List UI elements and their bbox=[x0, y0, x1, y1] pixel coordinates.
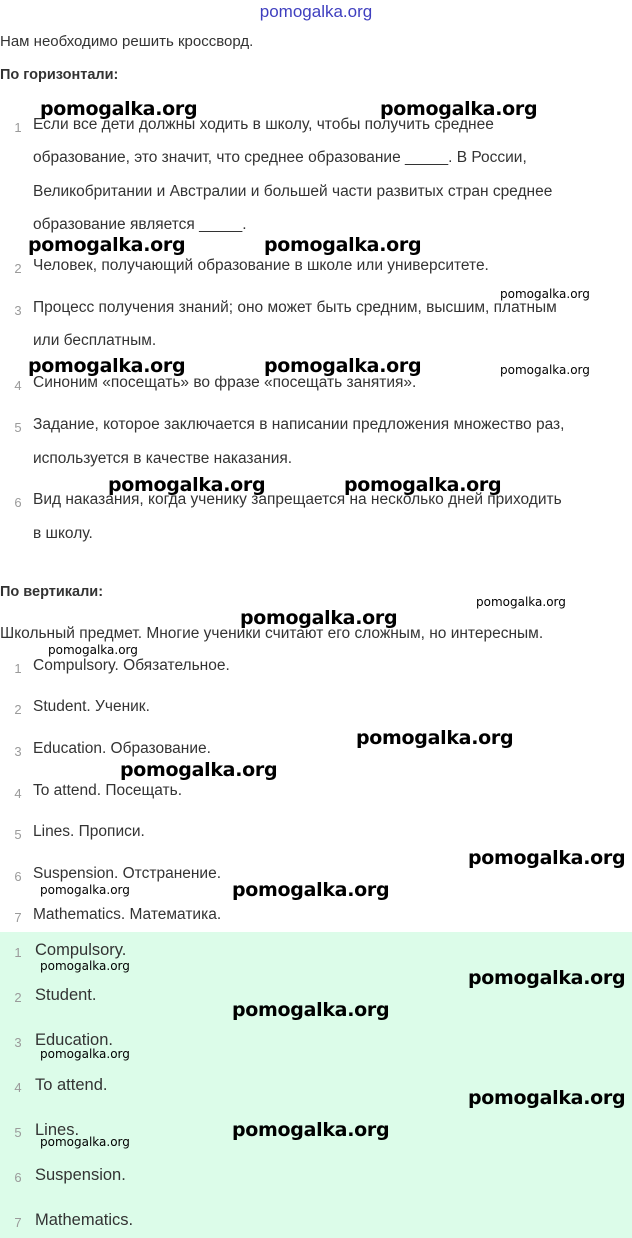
answer-text: Student. bbox=[35, 986, 97, 1004]
clue-line: в школу. bbox=[33, 525, 93, 542]
intro-text: Нам необходимо решить кроссворд. bbox=[0, 33, 254, 50]
watermark: pomogalka.org bbox=[28, 234, 186, 256]
answer-text: To attend. bbox=[35, 1076, 108, 1094]
watermark: pomogalka.org bbox=[468, 967, 626, 989]
answer-number: 3 bbox=[14, 1035, 22, 1050]
item-number: 6 bbox=[14, 869, 22, 884]
answer-number: 6 bbox=[14, 1170, 22, 1185]
answer-text: Compulsory. bbox=[35, 941, 127, 959]
clue-line: образование является _____. bbox=[33, 216, 247, 233]
watermark: pomogalka.org bbox=[476, 595, 566, 609]
item-number: 1 bbox=[14, 661, 22, 676]
clue-line: используется в качестве наказания. bbox=[33, 450, 293, 467]
down-heading: По вертикали: bbox=[0, 584, 104, 600]
watermark: pomogalka.org bbox=[264, 355, 422, 377]
clue-line: Великобритании и Австралии и большей части развитых стран среднее bbox=[33, 183, 553, 200]
watermark: pomogalka.org bbox=[380, 98, 538, 120]
watermark: pomogalka.org bbox=[232, 1119, 390, 1141]
clue-number: 3 bbox=[14, 303, 22, 318]
item-text: Suspension. Отстранение. bbox=[33, 865, 222, 882]
item-number: 5 bbox=[14, 827, 22, 842]
clue-line: или бесплатным. bbox=[33, 332, 157, 349]
watermark: pomogalka.org bbox=[108, 474, 266, 496]
clue-line: Процесс получения знаний; оно может быть средним, высшим, платным bbox=[33, 299, 557, 316]
item-number: 2 bbox=[14, 702, 22, 717]
watermark: pomogalka.org bbox=[40, 98, 198, 120]
clue-number: 5 bbox=[14, 420, 22, 435]
watermark: pomogalka.org bbox=[40, 1047, 130, 1061]
down-clue: Школьный предмет. Многие ученики считают его сложным, но интересным. bbox=[0, 625, 544, 642]
watermark: pomogalka.org bbox=[40, 1135, 130, 1149]
clue-number: 2 bbox=[14, 261, 22, 276]
item-text: Mathematics. Математика. bbox=[33, 906, 222, 923]
answer-number: 2 bbox=[14, 990, 22, 1005]
answer-number: 1 bbox=[14, 945, 22, 960]
item-number: 4 bbox=[14, 786, 22, 801]
clue-number: 1 bbox=[14, 120, 22, 135]
answer-number: 5 bbox=[14, 1125, 22, 1140]
answer-text: Suspension. bbox=[35, 1166, 126, 1184]
item-number: 3 bbox=[14, 744, 22, 759]
watermark: pomogalka.org bbox=[264, 234, 422, 256]
item-text: Education. Образование. bbox=[33, 740, 211, 757]
watermark: pomogalka.org bbox=[48, 643, 138, 657]
clue-number: 6 bbox=[14, 495, 22, 510]
watermark: pomogalka.org bbox=[344, 474, 502, 496]
clue-line: Вид наказания, когда ученику запрещается на несколько дней приходить bbox=[33, 491, 562, 508]
item-text: Lines. Прописи. bbox=[33, 823, 145, 840]
item-text: To attend. Посещать. bbox=[33, 782, 183, 799]
watermark: pomogalka.org bbox=[500, 287, 590, 301]
clue-line: Если все дети должны ходить в школу, чтобы получить среднее bbox=[33, 116, 494, 133]
answer-text: Lines. bbox=[35, 1121, 80, 1139]
watermark: pomogalka.org bbox=[500, 363, 590, 377]
answer-text: Mathematics. bbox=[35, 1211, 134, 1229]
clue-line: образование, это значит, что среднее образование _____. В России, bbox=[33, 149, 527, 166]
clue-number: 4 bbox=[14, 378, 22, 393]
answer-number: 4 bbox=[14, 1080, 22, 1095]
item-number: 7 bbox=[14, 910, 22, 925]
watermark: pomogalka.org bbox=[40, 959, 130, 973]
answer-text: Education. bbox=[35, 1031, 113, 1049]
clue-line: Человек, получающий образование в школе или университете. bbox=[33, 257, 489, 274]
item-text: Compulsory. Обязательное. bbox=[33, 657, 230, 674]
watermark: pomogalka.org bbox=[120, 759, 278, 781]
across-heading: По горизонтали: bbox=[0, 67, 119, 83]
site-watermark: pomogalka.org bbox=[259, 2, 373, 21]
watermark: pomogalka.org bbox=[232, 879, 390, 901]
clue-line: Синоним «посещать» во фразе «посещать занятия». bbox=[33, 374, 417, 391]
watermark: pomogalka.org bbox=[356, 727, 514, 749]
watermark: pomogalka.org bbox=[240, 607, 398, 629]
watermark: pomogalka.org bbox=[232, 999, 390, 1021]
watermark: pomogalka.org bbox=[468, 1087, 626, 1109]
watermark: pomogalka.org bbox=[468, 847, 626, 869]
item-text: Student. Ученик. bbox=[33, 698, 150, 715]
watermark: pomogalka.org bbox=[40, 883, 130, 897]
clue-line: Задание, которое заключается в написании предложения множество раз, bbox=[33, 416, 565, 433]
watermark: pomogalka.org bbox=[28, 355, 186, 377]
answer-number: 7 bbox=[14, 1215, 22, 1230]
